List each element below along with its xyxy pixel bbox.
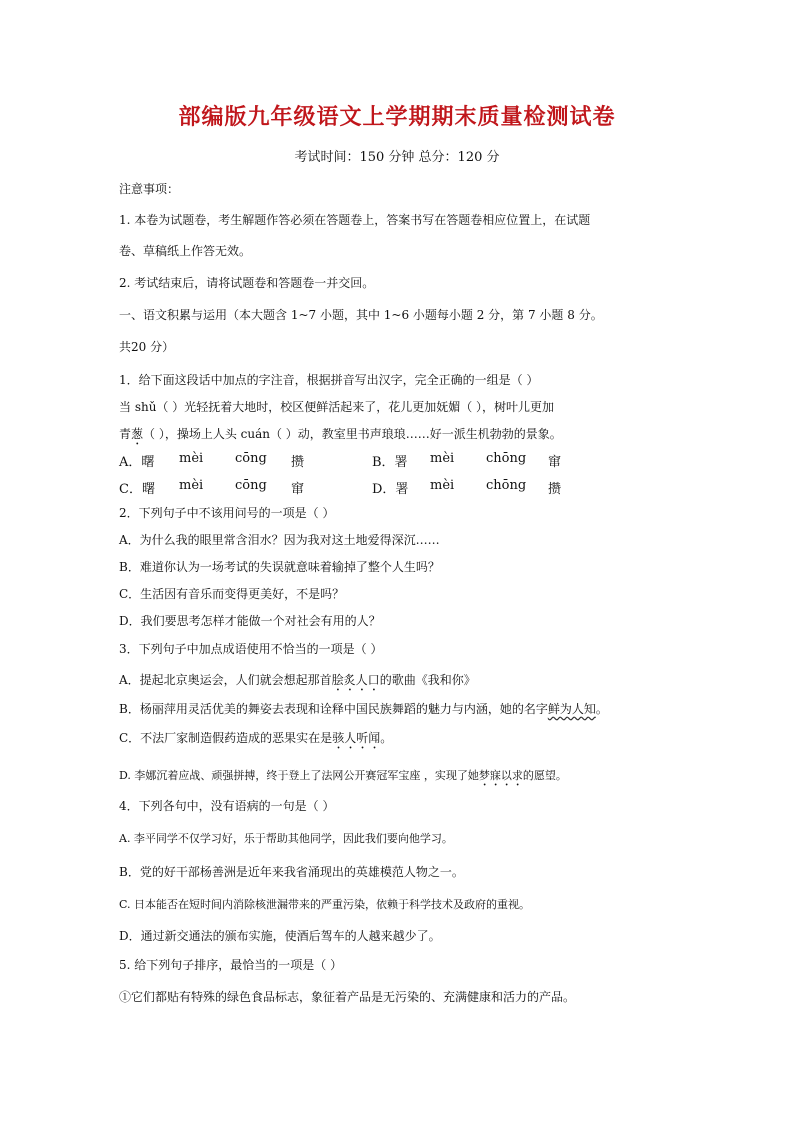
q4-option-a: A. 李平同学不仅学习好，乐于帮助其他同学，因此我们要向他学习。 [119, 832, 453, 845]
q3-option-text: 的愿望。 [522, 769, 567, 782]
q3-option-text: A．提起北京奥运会，人们就会想起那首 [119, 673, 332, 687]
q1-option-b-pinyin2: chōng [486, 451, 527, 466]
q1-option-d-pinyin1: mèi [430, 478, 455, 493]
q1-option-d-label: D．署 [372, 482, 409, 497]
q3-option-a [119, 671, 476, 694]
q1-passage-text: 青 [119, 427, 132, 441]
q3-idiom: 骇人听闻 [332, 731, 381, 745]
q3-idiom: 脍炙人口 [331, 673, 380, 687]
q3-option-c [119, 729, 392, 752]
q1-option-c-pinyin2: cōng [235, 478, 267, 493]
notice-item-2: 2. 考试结束后，请将试题卷和答题卷一并交回。 [119, 276, 375, 290]
q1-option-d-pinyin2: chōng [486, 478, 527, 493]
q4-option-d: D．通过新交通法的颁布实施，使酒后驾车的人越来越少了。 [119, 929, 441, 943]
page-title: 部编版九年级语文上学期期末质量检测试卷 [178, 105, 616, 130]
q1-option-a-label: A．曙 [119, 455, 155, 470]
q2-option-a: A．为什么我的眼里常含泪水？因为我对这土地爱得深沉…… [119, 533, 440, 547]
q2-option-b: B．难道你认为一场考试的失误就意味着输掉了整个人生吗？ [119, 560, 440, 574]
section1-heading-cont: 共20 分） [119, 340, 175, 354]
notice-item-1: 1. 本卷为试题卷，考生解题作答必须在答题卷上，答案书写在答题卷相应位置上，在试题 [119, 213, 591, 227]
q1-passage-text: （ ），操场上人头 cuán（ ）动，教室里书声琅琅……好一派生机勃勃的景象。 [143, 427, 562, 441]
q3-option-text: D. 李娜沉着应战、顽强拼搏，终于登上了法网公开赛冠军宝座 ，实现了她 [119, 769, 479, 782]
q2-stem: 2．下列句子中不该用问号的一项是（ ） [119, 506, 335, 520]
notice-heading: 注意事项： [119, 182, 180, 196]
q1-passage-line1: 当 shǔ（ ）光轻抚着大地时，校区便鲜活起来了，花儿更加妩媚（ ），树叶儿更加 [119, 400, 555, 414]
q1-option-c-label: C．曙 [119, 482, 155, 497]
q3-idiom: 鲜为人知 [547, 702, 596, 716]
q3-idiom: 梦寐以求 [478, 769, 523, 782]
q1-option-a-pinyin2: cōng [235, 451, 267, 466]
q4-option-c: C. 日本能否在短时间内消除核泄漏带来的严重污染，依赖于科学技术及政府的重视。 [119, 898, 531, 911]
q3-option-text: C．不法厂家制造假药造成的恶果实在是 [119, 731, 333, 745]
q4-option-b: B．党的好干部杨善洲是近年来我省涌现出的英雄模范人物之一。 [119, 865, 464, 879]
q1-passage-line2 [119, 425, 562, 448]
q2-option-d: D．我们要思考怎样才能做一个对社会有用的人？ [119, 614, 381, 628]
q1-option-c-char: 窜 [291, 482, 305, 497]
q5-stem: 5. 给下列句子排序，最恰当的一项是（ ） [119, 958, 343, 972]
notice-item-1-cont: 卷、草稿纸上作答无效。 [119, 244, 252, 258]
q1-option-b-pinyin1: mèi [430, 451, 455, 466]
q3-option-text: 的歌曲《我和你》 [379, 673, 476, 687]
q3-option-d [119, 767, 567, 789]
section1-heading: 一、语文积累与运用（本大题含 1~7 小题，其中 1~6 小题每小题 2 分，第 7 小题 8 分。 [119, 308, 603, 322]
q2-option-c: C．生活因有音乐而变得更美好，不是吗？ [119, 587, 345, 601]
q3-option-text: 。 [380, 731, 393, 745]
q1-option-a-pinyin1: mèi [179, 451, 204, 466]
q3-option-text: B．杨丽萍用灵活优美的舞姿去表现和诠释中国民族舞蹈的魅力与内涵，她的名字 [119, 702, 548, 716]
q1-option-c-pinyin1: mèi [179, 478, 204, 493]
q1-option-b-char: 窜 [548, 455, 562, 470]
q1-option-b-label: B．署 [372, 455, 408, 470]
exam-info: 考试时间：150 分钟 总分：120 分 [294, 150, 500, 165]
q1-dotted-char: 葱 [131, 427, 144, 441]
q3-stem: 3．下列句子中加点成语使用不恰当的一项是（ ） [119, 642, 383, 656]
q3-option-b [119, 700, 608, 717]
q3-option-text: 。 [595, 702, 608, 716]
q4-stem: 4．下列各句中，没有语病的一句是（ ） [119, 799, 335, 813]
q1-stem: 1．给下面这段话中加点的字注音，根据拼音写出汉字，完全正确的一组是（ ） [119, 373, 539, 387]
q1-option-d-char: 攒 [548, 482, 562, 497]
q5-sentence-1: ①它们都贴有特殊的绿色食品标志，象征着产品是无污染的、充满健康和活力的产品。 [119, 990, 576, 1004]
q1-option-a-char: 攒 [291, 455, 305, 470]
